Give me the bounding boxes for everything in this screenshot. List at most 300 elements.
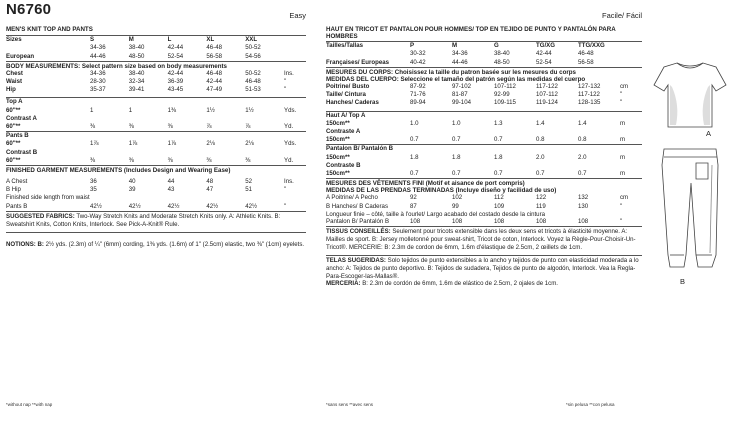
row-label: 150cm** xyxy=(326,169,350,177)
finished-measurements-table-fr-es xyxy=(326,194,642,210)
table-row xyxy=(326,136,642,144)
cell-value xyxy=(90,194,129,202)
cell-value: 42½ xyxy=(245,202,258,210)
cell-value xyxy=(168,194,207,202)
unit-label: " xyxy=(620,217,623,225)
left-footnote: *without nap **with nap xyxy=(6,402,53,407)
row-label: B Hanches/ B Caderas xyxy=(326,202,388,210)
cell-value xyxy=(245,194,284,202)
cell-value: 108 xyxy=(536,217,547,225)
cell-value: 108 xyxy=(410,217,421,225)
left-header xyxy=(6,0,306,26)
cell-value xyxy=(206,115,245,123)
cell-value xyxy=(578,112,620,120)
row-label: Contraste B xyxy=(326,161,361,169)
cell-value: 1.3 xyxy=(494,119,503,127)
illustration-label-a: A xyxy=(706,129,712,138)
cell-value: 32-34 xyxy=(128,78,145,85)
cell-value xyxy=(129,149,168,157)
cell-value xyxy=(206,194,245,202)
yardage-table-pants xyxy=(6,132,306,165)
cell-value: 1 xyxy=(90,106,94,114)
cell-value: 44 xyxy=(167,178,175,185)
row-label: Pantalon B/ Pantalón B xyxy=(326,145,394,153)
row-label: A Chest xyxy=(6,178,28,185)
cell-value: 92-99 xyxy=(494,91,510,99)
cell-value xyxy=(410,128,452,136)
cell-value: 0.7 xyxy=(494,136,503,144)
cell-value: 117-122 xyxy=(578,91,600,99)
cell-value: 40 xyxy=(128,178,136,185)
cell-value: ⅜ xyxy=(206,156,212,164)
cell-value: 117-122 xyxy=(536,83,558,91)
row-label: 60"** xyxy=(6,156,21,164)
cell-value: 89-94 xyxy=(410,99,426,107)
table-row xyxy=(326,194,642,202)
cell-value: 52 xyxy=(245,178,252,185)
table-row xyxy=(6,140,306,148)
difficulty-label-fr-es: Facile/ Fácil xyxy=(601,11,642,20)
cell-value: 44-46 xyxy=(90,52,106,60)
cell-value xyxy=(90,149,129,157)
row-label: Françaises/ Europeas xyxy=(326,58,389,66)
cell-value: 44-46 xyxy=(452,58,468,66)
cell-value xyxy=(578,128,620,136)
table-row xyxy=(6,132,306,140)
cell-value: 46-48 xyxy=(206,69,222,77)
cell-value: 42-44 xyxy=(167,69,184,77)
row-label: Contrast A xyxy=(6,114,37,122)
cell-value: 122 xyxy=(536,194,547,202)
table-row xyxy=(6,123,306,131)
cell-value: 43 xyxy=(167,186,175,194)
right-footnote-fr: *sans sens **avec sens xyxy=(326,402,374,407)
unit-label: " xyxy=(284,78,287,85)
cell-value xyxy=(129,194,168,202)
table-row xyxy=(326,170,642,178)
pants-b-drawing xyxy=(662,149,718,267)
cell-value: 34-36 xyxy=(452,50,468,58)
cell-value xyxy=(90,132,129,140)
cell-value: 97-102 xyxy=(452,83,471,91)
cell-value: 109 xyxy=(494,202,505,210)
cell-value xyxy=(90,115,129,123)
cell-value: 47-49 xyxy=(206,86,222,94)
table-row xyxy=(326,91,642,99)
cell-value: ⅜ xyxy=(90,122,96,130)
cell-value xyxy=(494,162,536,170)
cell-value: 48-50 xyxy=(494,58,510,66)
unit-label: m xyxy=(620,169,626,177)
yardage-table-pants-fr-es xyxy=(326,145,642,178)
unit-label: cm xyxy=(620,83,629,91)
cell-value: 119-124 xyxy=(536,99,558,107)
table-row xyxy=(326,50,642,58)
cell-value: 107-112 xyxy=(536,91,558,99)
fabrics-label: SUGGESTED FABRICS: xyxy=(6,212,75,220)
cell-value xyxy=(168,132,207,140)
unit-label: Yd. xyxy=(284,122,294,130)
cell-value: 38-40 xyxy=(128,44,145,52)
cell-value: ⅜ xyxy=(167,156,173,164)
cell-value: 109-115 xyxy=(494,99,516,107)
unit-label xyxy=(284,115,306,123)
cell-value: 0.7 xyxy=(494,169,503,177)
finished-length-text: Longueur finie – côté, taille à l'ourlet/ Largo acabado del costado desde la cintura xyxy=(326,210,545,218)
row-label: Hip xyxy=(6,86,16,94)
cell-value: 46-48 xyxy=(245,78,261,85)
size-column-header: G xyxy=(494,42,499,50)
unit-label xyxy=(284,194,306,202)
cell-value xyxy=(410,112,452,120)
right-header xyxy=(326,0,642,26)
cell-value: ⅜ xyxy=(128,122,134,130)
cell-value xyxy=(90,98,129,106)
notions-label: NOTIONS: B: xyxy=(6,240,44,248)
cell-value: 51 xyxy=(245,186,252,194)
cell-value: 46-48 xyxy=(578,50,594,58)
tissus-conseilles xyxy=(326,226,642,252)
garment-title-fr-es: HAUT EN TRICOT ET PANTALON POUR HOMMES/ TOP EN TEJIDO DE PUNTO Y PANTALÓN PARA HOMBRES xyxy=(326,26,616,41)
telas-text: Solo tejidos de punto extensibles a lo ancho y tejidos de punto con elasticidad moderada a lo ancho: A: Tejidos de punto deportivo. B: Tejidos de sudadera, Tejidos de punto de algodón, Interlock. Vea la Regla-Para-Escoger-las-Mallas®. xyxy=(326,256,639,280)
cell-value: 0.7 xyxy=(452,136,461,144)
cell-value: 0.8 xyxy=(578,136,587,144)
sizes-label: Sizes xyxy=(6,36,22,44)
cell-value: 0.7 xyxy=(536,169,545,177)
finished-measurements-table xyxy=(6,178,306,211)
cell-value xyxy=(494,128,536,136)
pattern-number: N6760 xyxy=(6,1,52,18)
cell-value: 108 xyxy=(494,217,505,225)
merceria-text: B: 2.3m de cordón de 6mm, 1.6m de elástico de 2.5cm, 2 ojales de 1cm. xyxy=(360,280,559,288)
table-row xyxy=(326,99,642,107)
cell-value: 46-48 xyxy=(206,44,222,52)
table-row xyxy=(6,107,306,115)
cell-value: 0.7 xyxy=(410,169,419,177)
cell-value: 30-32 xyxy=(410,50,426,58)
row-label: Top A xyxy=(6,98,23,106)
size-column-header: XXL xyxy=(245,36,258,44)
cell-value: 56-58 xyxy=(578,58,594,66)
table-row xyxy=(326,218,642,226)
cell-value: 48 xyxy=(206,178,214,185)
english-panel xyxy=(6,0,306,249)
finished-measurements-section xyxy=(6,165,306,174)
cell-value: 71-76 xyxy=(410,91,426,99)
cell-value: 56-58 xyxy=(206,52,222,60)
cell-value: 50-52 xyxy=(245,69,261,77)
table-row xyxy=(6,115,306,123)
cell-value: 92 xyxy=(410,194,417,202)
table-row xyxy=(326,83,642,91)
garment-drawing xyxy=(650,55,730,295)
size-column-header: S xyxy=(90,36,95,44)
cell-value xyxy=(206,149,245,157)
notions xyxy=(6,241,306,249)
cell-value: 38-40 xyxy=(128,69,145,77)
size-column-header: TG/XG xyxy=(536,42,555,50)
cell-value: 35-37 xyxy=(90,86,106,94)
row-label: Waist xyxy=(6,78,23,85)
notions-text: 2½ yds. (2.3m) of ¼" (6mm) cording, 1⅜ yds. (1.6m) of 1" (2.5cm) elastic, two ⅜" (1cm) eyelets. xyxy=(43,240,305,248)
cell-value: 38-40 xyxy=(494,50,510,58)
cell-value xyxy=(536,162,578,170)
unit-label: Yd. xyxy=(284,156,294,164)
row-label: European xyxy=(6,52,35,60)
size-column-header: XL xyxy=(206,36,215,44)
row-label: Pants B xyxy=(6,132,29,140)
merceria-label: MERCERIA: xyxy=(326,280,361,288)
cell-value: 39 xyxy=(128,186,136,194)
cell-value: 81-87 xyxy=(452,91,468,99)
table-row xyxy=(326,162,642,170)
size-column-header: L xyxy=(167,36,172,44)
cell-value: 34-36 xyxy=(90,44,106,52)
body-measurements-table-fr-es xyxy=(326,83,642,108)
yardage-table-top xyxy=(6,98,306,131)
table-row xyxy=(6,86,306,94)
cell-value: 102 xyxy=(452,194,463,202)
cell-value: 1.8 xyxy=(410,153,419,161)
row-label: Hanches/ Caderas xyxy=(326,99,379,107)
cell-value: 39-41 xyxy=(128,86,145,94)
table-row xyxy=(6,78,306,86)
cell-value xyxy=(245,132,284,140)
unit-label xyxy=(620,162,642,170)
cell-value: 1.0 xyxy=(410,119,419,127)
row-label xyxy=(326,50,410,58)
row-label: 60"** xyxy=(6,140,21,148)
cell-value: 43-45 xyxy=(167,86,184,94)
cell-value: 108 xyxy=(452,217,463,225)
suggested-fabrics xyxy=(6,211,306,229)
cell-value: 40-42 xyxy=(410,58,426,66)
body-measurements-table xyxy=(6,70,306,95)
table-row xyxy=(6,157,306,165)
finished-measurements-section-fr-es xyxy=(326,178,642,194)
table-row xyxy=(6,98,306,106)
garment-illustration xyxy=(650,55,730,295)
unit-label xyxy=(284,53,306,61)
row-label: Contraste A xyxy=(326,128,361,135)
french-spanish-panel xyxy=(326,0,642,288)
body-measurements-title-es: MEDIDAS DEL CUERPO: Seleccione el tamaño del patrón según las medidas del cuerpo xyxy=(326,75,586,83)
cell-value: 1⅞ xyxy=(167,140,177,148)
cell-value xyxy=(578,162,620,170)
row-label: Finished side length from waist xyxy=(6,194,90,202)
size-table-fr-es xyxy=(326,42,642,67)
cell-value xyxy=(452,145,494,153)
cell-value: 52-54 xyxy=(167,52,184,60)
cell-value xyxy=(536,112,578,120)
cell-value: 99 xyxy=(452,202,459,210)
unit-label: " xyxy=(284,186,287,194)
finished-measurements-title: FINISHED GARMENT MEASUREMENTS (Includes Design and Wearing Ease) xyxy=(6,166,231,174)
cell-value xyxy=(452,128,494,136)
table-row xyxy=(6,186,306,194)
size-column-header: M xyxy=(128,36,134,44)
cell-value: 42½ xyxy=(90,202,102,210)
unit-label: " xyxy=(620,99,623,107)
cell-value xyxy=(206,98,245,106)
unit-label: Yds. xyxy=(284,140,297,148)
unit-label: m xyxy=(620,153,626,161)
cell-value: 42½ xyxy=(167,202,180,210)
cell-value: 0.7 xyxy=(452,169,461,177)
cell-value: ⅜ xyxy=(128,156,134,164)
unit-label: " xyxy=(284,202,287,210)
cell-value xyxy=(168,98,207,106)
size-column-header: P xyxy=(410,42,415,50)
cell-value xyxy=(129,115,168,123)
body-measurements-title: BODY MEASUREMENTS: Select pattern size based on body measurements xyxy=(6,62,227,70)
cell-value: 42-44 xyxy=(167,44,184,52)
unit-label: " xyxy=(620,91,623,99)
unit-label: Ins. xyxy=(284,178,294,185)
cell-value: 119 xyxy=(536,202,546,210)
cell-value: 87 xyxy=(410,202,417,210)
cell-value xyxy=(129,132,168,140)
table-row xyxy=(6,53,306,61)
row-label: 60"** xyxy=(6,106,21,114)
cell-value xyxy=(168,149,207,157)
table-row xyxy=(6,44,306,52)
cell-value: ⅜ xyxy=(90,156,96,164)
row-label: Contrast B xyxy=(6,148,38,156)
cell-value xyxy=(245,98,284,106)
cell-value: 1⅞ xyxy=(90,140,99,148)
unit-label xyxy=(620,128,642,136)
cell-value xyxy=(452,112,494,120)
cell-value: 1½ xyxy=(206,106,215,114)
cell-value: 0.8 xyxy=(536,136,545,144)
cell-value: 1.4 xyxy=(578,119,587,127)
cell-value: 112 xyxy=(494,194,504,202)
unit-label: Yds. xyxy=(284,106,297,114)
finished-measurements-title-fr: MESURES DES VÊTEMENTS FINI (Motif et aisance de port compris) xyxy=(326,180,525,188)
cell-value: 0.7 xyxy=(410,136,419,144)
cell-value xyxy=(206,132,245,140)
row-label: Pantalon B/ Pantalón B xyxy=(326,217,390,225)
cell-value: ⅞ xyxy=(206,122,212,130)
telas-sugeridas xyxy=(326,255,642,289)
garment-title: MEN'S KNIT TOP AND PANTS xyxy=(6,26,93,33)
unit-label xyxy=(620,59,642,67)
cell-value: 2⅛ xyxy=(245,140,254,148)
size-column-header: M xyxy=(452,42,458,50)
table-row xyxy=(326,203,642,211)
tissus-text: Seulement pour tricots extensible dans les deux sens et tricots à élasticité moyenne. A: Mailles de sport. B: Jersey molletonné pour sweat-shirt, Tricot de coton, Interlock. Voyez la Règle-Pour-Choisir-Un-Tricot®. MERCERIE: B: 2.3m de cordon de 6mm, 1.6m d'élastique de 2.5cm, 2 œillets de 1cm. xyxy=(326,227,636,251)
size-header-row xyxy=(326,42,642,50)
cell-value: ⅞ xyxy=(245,122,251,130)
cell-value: ⅜ xyxy=(167,122,173,130)
row-label xyxy=(6,44,90,52)
table-row xyxy=(6,194,306,202)
unit-label: " xyxy=(620,202,623,210)
cell-value: 47 xyxy=(206,186,214,194)
row-label: Taille/ Cintura xyxy=(326,91,366,99)
body-measurements-title-fr: MESURES DU CORPS: Choisissez la taille du patron basée sur les mesures du corps xyxy=(326,68,576,76)
cell-value xyxy=(168,115,207,123)
cell-value: 28-30 xyxy=(90,78,106,85)
yardage-table-top-fr-es xyxy=(326,112,642,145)
cell-value: 130 xyxy=(578,202,589,210)
table-row xyxy=(326,59,642,67)
unit-label xyxy=(620,112,642,120)
unit-label xyxy=(620,145,642,153)
unit-label: cm xyxy=(620,194,629,202)
row-label: 150cm** xyxy=(326,119,350,127)
unit-label: Ins. xyxy=(284,69,294,77)
cell-value: ⅜ xyxy=(245,156,251,164)
cell-value: 1⅞ xyxy=(128,140,138,148)
cell-value: 51-53 xyxy=(245,86,261,94)
cell-value: 1⅜ xyxy=(167,106,177,114)
cell-value xyxy=(245,149,284,157)
cell-value xyxy=(452,162,494,170)
cell-value: 42½ xyxy=(128,202,141,210)
telas-label: TELAS SUGERIDAS: xyxy=(326,256,386,264)
table-row xyxy=(326,112,642,120)
right-footnote-es: *sin pelusa **con pelusa xyxy=(566,402,615,407)
cell-value: 87-92 xyxy=(410,83,426,91)
cell-value: 1.4 xyxy=(536,119,545,127)
cell-value xyxy=(494,112,536,120)
size-table xyxy=(6,36,306,61)
cell-value: 99-104 xyxy=(452,99,471,107)
cell-value: 36 xyxy=(90,178,97,185)
cell-value xyxy=(410,162,452,170)
table-row xyxy=(326,128,642,136)
cell-value: 107-112 xyxy=(494,83,516,91)
cell-value: 42½ xyxy=(206,202,219,210)
size-header-row xyxy=(6,36,306,44)
cell-value: 36-39 xyxy=(167,78,184,85)
cell-value: 1.0 xyxy=(452,119,461,127)
table-row xyxy=(326,120,642,128)
body-measurements-section xyxy=(6,61,306,70)
cell-value: 1.8 xyxy=(452,153,461,161)
fabrics-text: Two-Way Stretch Knits and Moderate Stretch Knits only. A: Athletic Knits. B: Sweatshirt Knits, Cotton Knits, Interlock. See Pick-A-Knit® Rule. xyxy=(6,212,281,228)
finished-measurements-title-es: MEDIDAS DE LAS PRENDAS TERMINADAS (Incluye diseño y facilidad de uso) xyxy=(326,187,557,195)
cell-value: 42-44 xyxy=(206,78,222,85)
row-label: 60"** xyxy=(6,122,21,130)
row-label: Poitrine/ Busto xyxy=(326,83,370,91)
cell-value: 132 xyxy=(578,194,589,202)
cell-value: 54-56 xyxy=(245,52,261,60)
cell-value: 0.7 xyxy=(578,169,587,177)
cell-value xyxy=(245,115,284,123)
finished-pants-row-fr-es xyxy=(326,218,642,226)
difficulty-label: Easy xyxy=(289,11,306,20)
table-row xyxy=(6,149,306,157)
cell-value: 127-132 xyxy=(578,83,601,91)
cell-value: 1 xyxy=(128,106,133,114)
cell-value: 48-50 xyxy=(128,52,145,60)
table-row xyxy=(6,70,306,78)
table-row xyxy=(6,178,306,186)
cell-value xyxy=(410,145,452,153)
cell-value xyxy=(536,145,578,153)
cell-value: 42-44 xyxy=(536,50,552,58)
cell-value: 2.0 xyxy=(536,153,545,161)
cell-value: 1.8 xyxy=(494,153,503,161)
row-label: Chest xyxy=(6,69,23,77)
table-row xyxy=(326,154,642,162)
cell-value xyxy=(578,145,620,153)
sizes-label: Tailles/Tallas xyxy=(326,42,364,50)
cell-value: 108 xyxy=(578,217,589,225)
